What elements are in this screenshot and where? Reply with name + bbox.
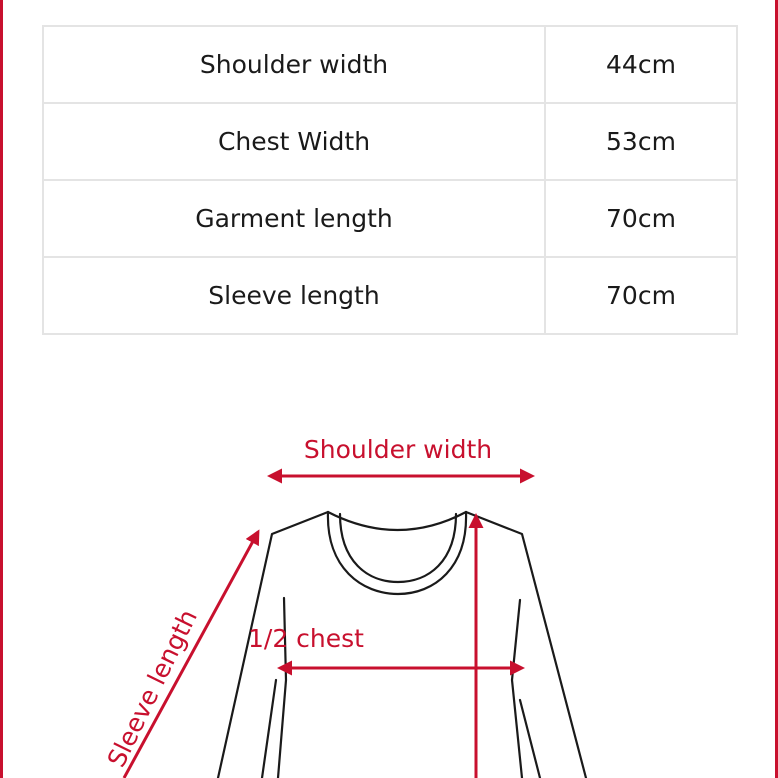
measurement-value: 70cm [545,180,737,257]
measurement-value: 70cm [545,257,737,334]
collar-outline [328,512,466,530]
measurement-value: 53cm [545,103,737,180]
shoulder-width-label: Shoulder width [303,435,493,464]
sleeve-length-arrow [124,532,258,778]
measurement-label: Sleeve length [43,257,545,334]
sleeve-length-label: Sleeve length [101,604,203,772]
measurement-label: Chest Width [43,103,545,180]
measurement-label: Shoulder width [43,26,545,103]
measurement-label: Garment length [43,180,545,257]
measurement-value: 44cm [545,26,737,103]
half-chest-label: 1/2 chest [248,624,364,653]
